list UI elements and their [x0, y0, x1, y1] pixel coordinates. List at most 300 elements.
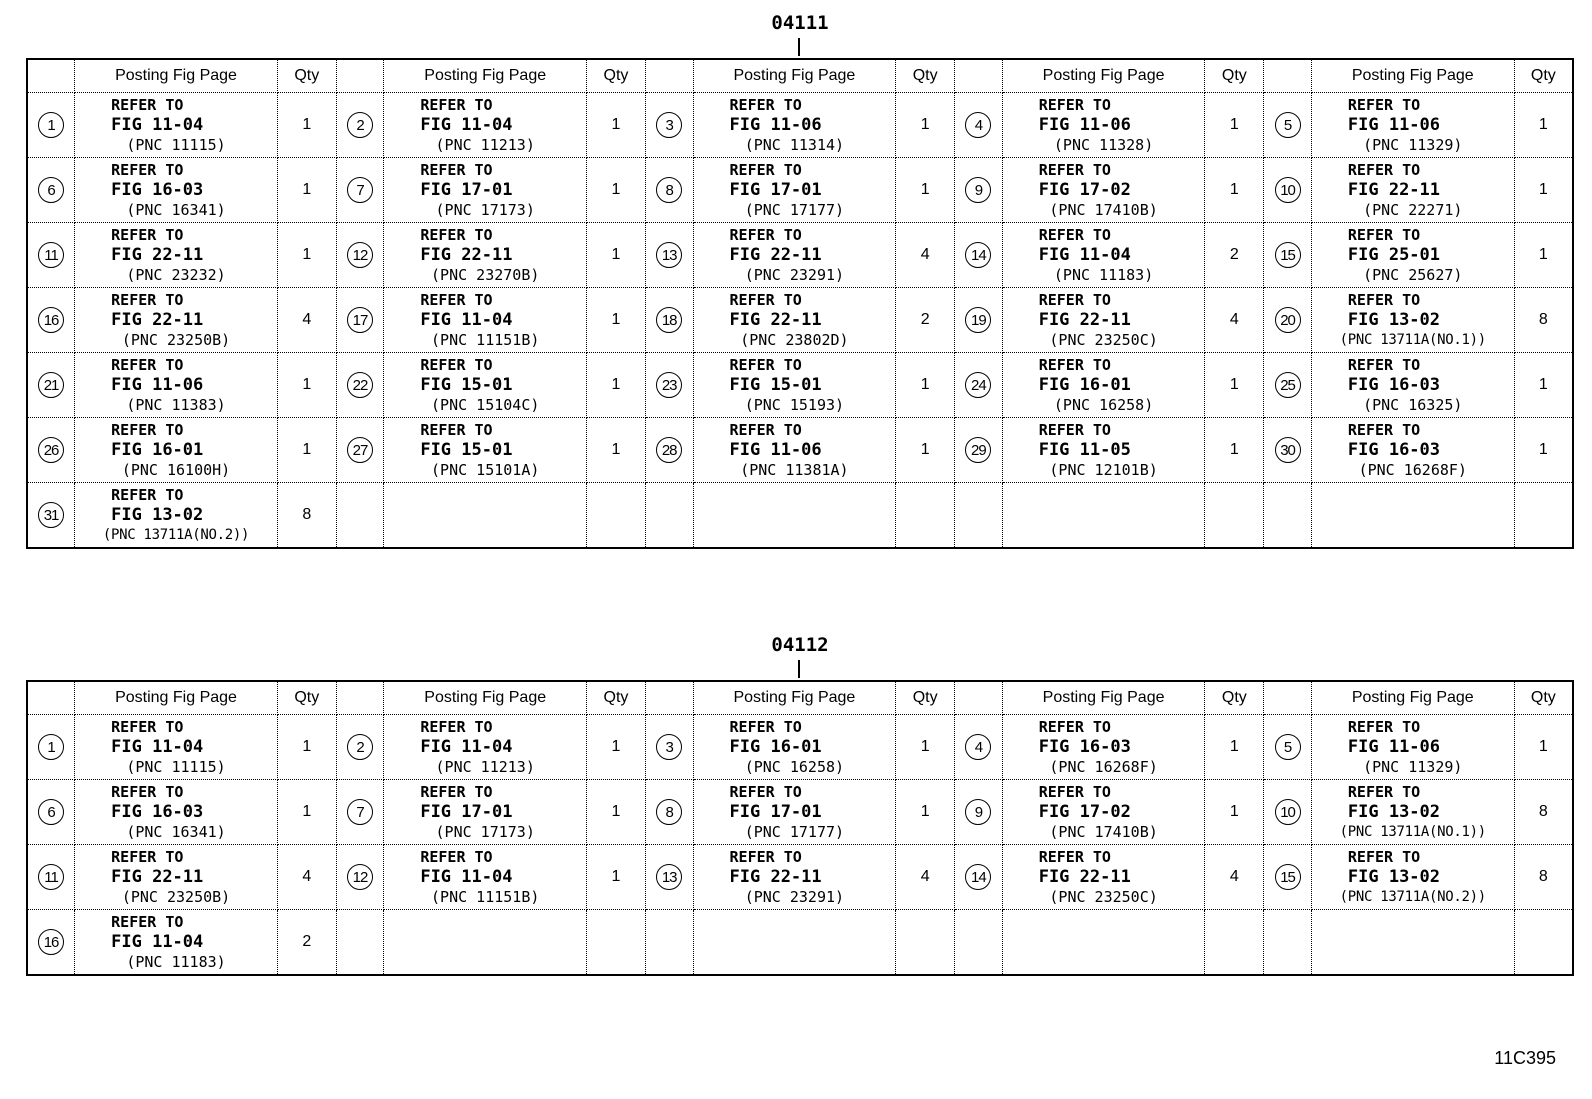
pnc-code: (PNC 15101A)	[431, 461, 540, 479]
pnc-code: (PNC 17173)	[435, 201, 535, 219]
item-number-cell	[645, 845, 693, 910]
header-row	[27, 681, 1573, 715]
pnc-code: (PNC 12101B)	[1049, 461, 1158, 479]
fig-reference	[1312, 847, 1514, 907]
fig-number: FIG 16-03	[111, 180, 204, 200]
fig-reference	[384, 225, 586, 285]
refer-to-label: REFER TO	[111, 486, 184, 504]
refer-to-label: REFER TO	[1038, 96, 1111, 114]
refer-to-label: REFER TO	[729, 718, 802, 736]
qty-cell	[587, 910, 646, 976]
fig-number: FIG 16-01	[729, 737, 822, 757]
fig-reference	[1003, 225, 1205, 285]
header-qty: Qty	[1205, 681, 1264, 715]
refer-to-label: REFER TO	[1038, 421, 1111, 439]
qty-cell: 1	[896, 158, 955, 223]
header-blank	[27, 681, 75, 715]
pnc-code: (PNC 13711A(NO.1))	[1339, 824, 1486, 840]
qty-cell	[896, 483, 955, 549]
fig-reference	[694, 717, 896, 777]
refer-to-label: REFER TO	[1347, 848, 1421, 866]
qty-cell: 4	[277, 845, 336, 910]
header-blank	[336, 681, 384, 715]
refer-to-label: REFER TO	[420, 718, 493, 736]
fig-reference-cell	[1002, 715, 1205, 780]
fig-number: FIG 11-06	[1347, 115, 1441, 135]
item-number-badge: 29	[965, 437, 991, 463]
fig-number: FIG 16-01	[1038, 375, 1131, 395]
qty-cell: 1	[587, 223, 646, 288]
item-number-cell	[336, 845, 384, 910]
fig-reference	[384, 355, 586, 415]
qty-cell: 1	[277, 158, 336, 223]
header-qty: Qty	[896, 59, 955, 93]
fig-reference-cell	[1311, 483, 1514, 549]
fig-reference	[694, 420, 896, 480]
fig-number: FIG 22-11	[1038, 310, 1131, 330]
item-number-cell	[645, 715, 693, 780]
item-number-cell	[336, 483, 384, 549]
refer-to-label: REFER TO	[420, 421, 493, 439]
fig-reference-cell	[1002, 353, 1205, 418]
item-number-cell	[336, 223, 384, 288]
header-blank	[645, 681, 693, 715]
item-number-cell	[645, 418, 693, 483]
item-number-cell	[1264, 715, 1312, 780]
fig-reference-cell	[1002, 158, 1205, 223]
fig-reference-cell	[1002, 845, 1205, 910]
qty-cell: 1	[1514, 158, 1573, 223]
refer-to-label: REFER TO	[1038, 226, 1111, 244]
pnc-code: (PNC 17410B)	[1049, 201, 1158, 219]
refer-to-label: REFER TO	[1038, 848, 1111, 866]
fig-reference-cell	[384, 353, 587, 418]
fig-reference-cell	[75, 288, 278, 353]
qty-cell: 1	[587, 780, 646, 845]
fig-number: FIG 16-03	[1347, 440, 1441, 460]
item-number-badge: 9	[965, 177, 991, 203]
refer-to-label: REFER TO	[1347, 226, 1421, 244]
header-posting-fig-page: Posting Fig Page	[693, 681, 896, 715]
fig-reference-cell	[75, 158, 278, 223]
item-number-cell	[955, 780, 1003, 845]
refer-to-label: REFER TO	[420, 848, 493, 866]
header-posting-fig-page: Posting Fig Page	[1311, 681, 1514, 715]
pnc-code: (PNC 11383)	[126, 396, 226, 414]
qty-cell: 1	[587, 93, 646, 158]
pnc-code: (PNC 11213)	[435, 758, 535, 776]
fig-reference-cell	[75, 483, 278, 549]
fig-number: FIG 22-11	[111, 867, 204, 887]
item-number-badge: 4	[965, 734, 991, 760]
item-number-cell	[27, 845, 75, 910]
fig-reference	[75, 160, 277, 220]
fig-reference-cell	[75, 715, 278, 780]
qty-cell: 1	[587, 288, 646, 353]
fig-number: FIG 11-04	[111, 115, 204, 135]
header-posting-fig-page: Posting Fig Page	[1002, 59, 1205, 93]
pnc-code: (PNC 23270B)	[431, 266, 540, 284]
item-number-cell	[1264, 780, 1312, 845]
item-number-cell	[27, 223, 75, 288]
refer-to-label: REFER TO	[729, 848, 802, 866]
qty-cell: 1	[896, 93, 955, 158]
qty-cell	[1514, 483, 1573, 549]
fig-reference	[384, 290, 586, 350]
fig-reference-cell	[693, 158, 896, 223]
qty-cell: 4	[896, 223, 955, 288]
pnc-code: (PNC 16258)	[1053, 396, 1154, 414]
fig-reference	[75, 95, 277, 155]
pnc-code: (PNC 23232)	[126, 266, 226, 284]
qty-cell: 8	[1514, 780, 1573, 845]
fig-number: FIG 25-01	[1347, 245, 1441, 265]
fig-reference-cell	[693, 845, 896, 910]
table-row	[27, 715, 1573, 780]
fig-reference-cell	[1311, 158, 1514, 223]
item-number-badge: 15	[1275, 864, 1301, 890]
qty-cell: 1	[277, 418, 336, 483]
pnc-code: (PNC 11115)	[126, 758, 226, 776]
table-row	[27, 223, 1573, 288]
qty-cell	[1514, 910, 1573, 976]
refer-to-label: REFER TO	[729, 96, 802, 114]
pnc-code: (PNC 16341)	[126, 823, 226, 841]
qty-cell: 1	[1205, 418, 1264, 483]
fig-reference-cell	[384, 158, 587, 223]
header-posting-fig-page: Posting Fig Page	[1002, 681, 1205, 715]
item-number-badge: 17	[347, 307, 373, 333]
fig-reference-cell	[693, 418, 896, 483]
pnc-code: (PNC 16100H)	[121, 461, 231, 479]
item-number-cell	[27, 483, 75, 549]
item-number-badge: 8	[656, 177, 682, 203]
fig-reference-cell	[384, 715, 587, 780]
qty-cell: 1	[1205, 715, 1264, 780]
refer-to-label: REFER TO	[1347, 356, 1421, 374]
item-number-badge: 14	[965, 242, 991, 268]
fig-reference-cell	[75, 353, 278, 418]
fig-number: FIG 22-11	[1038, 867, 1131, 887]
item-number-cell	[1264, 93, 1312, 158]
fig-number: FIG 13-02	[1347, 310, 1441, 330]
item-number-cell	[645, 288, 693, 353]
fig-reference	[75, 355, 277, 415]
fig-reference-cell	[75, 845, 278, 910]
item-number-badge: 1	[38, 112, 64, 138]
item-number-cell	[336, 353, 384, 418]
fig-reference-cell	[1311, 715, 1514, 780]
fig-number: FIG 17-01	[729, 180, 822, 200]
header-qty: Qty	[587, 681, 646, 715]
item-number-cell	[27, 288, 75, 353]
fig-number: FIG 11-04	[111, 932, 204, 952]
fig-reference-cell	[1311, 910, 1514, 976]
pnc-code: (PNC 11213)	[435, 136, 535, 154]
qty-cell: 1	[1205, 353, 1264, 418]
pnc-code: (PNC 13711A(NO.2))	[1339, 889, 1486, 905]
pnc-code: (PNC 16268F)	[1049, 758, 1158, 776]
item-number-cell	[645, 483, 693, 549]
fig-reference	[1003, 290, 1205, 350]
qty-cell: 1	[587, 353, 646, 418]
header-posting-fig-page: Posting Fig Page	[384, 681, 587, 715]
fig-reference-cell	[1311, 780, 1514, 845]
item-number-cell	[336, 715, 384, 780]
item-number-badge: 6	[38, 177, 64, 203]
fig-reference-cell	[75, 910, 278, 976]
pnc-code: (PNC 23291)	[744, 266, 845, 284]
item-number-badge: 16	[38, 307, 64, 333]
qty-cell: 1	[587, 158, 646, 223]
fig-number: FIG 16-03	[1038, 737, 1131, 757]
fig-number: FIG 22-11	[420, 245, 513, 265]
fig-number: FIG 11-04	[420, 310, 513, 330]
fig-reference	[75, 717, 277, 777]
pnc-code: (PNC 15104C)	[431, 396, 540, 414]
item-number-cell	[336, 158, 384, 223]
section-code: 04111	[771, 12, 829, 34]
fig-number: FIG 11-04	[420, 867, 513, 887]
qty-cell: 2	[896, 288, 955, 353]
fig-number: FIG 11-04	[420, 115, 513, 135]
fig-reference	[1312, 420, 1514, 480]
qty-cell: 4	[896, 845, 955, 910]
fig-reference-cell	[1002, 483, 1205, 549]
qty-cell: 1	[896, 418, 955, 483]
fig-reference-cell	[1311, 353, 1514, 418]
fig-reference	[694, 847, 896, 907]
fig-number: FIG 22-11	[111, 245, 204, 265]
fig-number: FIG 15-01	[420, 375, 513, 395]
fig-reference-cell	[75, 780, 278, 845]
fig-number: FIG 16-01	[111, 440, 204, 460]
table-row	[27, 353, 1573, 418]
item-number-cell	[955, 158, 1003, 223]
item-number-cell	[955, 845, 1003, 910]
fig-reference	[1003, 420, 1205, 480]
item-number-badge: 28	[656, 437, 682, 463]
refer-to-label: REFER TO	[1347, 291, 1421, 309]
item-number-badge: 24	[965, 372, 991, 398]
qty-cell: 1	[277, 780, 336, 845]
leader-line	[798, 38, 800, 56]
qty-cell: 1	[1514, 418, 1573, 483]
item-number-badge: 10	[1275, 799, 1301, 825]
qty-cell: 1	[277, 223, 336, 288]
item-number-cell	[27, 353, 75, 418]
fig-reference	[75, 847, 277, 907]
fig-reference	[384, 420, 586, 480]
fig-reference-cell	[693, 483, 896, 549]
item-number-badge: 16	[38, 929, 64, 955]
fig-reference	[1003, 847, 1205, 907]
table-row	[27, 158, 1573, 223]
pnc-code: (PNC 13711A(NO.1))	[1339, 332, 1486, 348]
item-number-cell	[336, 780, 384, 845]
refer-to-label: REFER TO	[1038, 718, 1111, 736]
item-number-badge: 8	[656, 799, 682, 825]
fig-number: FIG 11-04	[420, 737, 513, 757]
item-number-badge: 12	[347, 242, 373, 268]
item-number-badge: 3	[656, 112, 682, 138]
refer-to-label: REFER TO	[111, 783, 184, 801]
fig-reference	[694, 355, 896, 415]
pnc-code: (PNC 23250C)	[1049, 888, 1158, 906]
pnc-code: (PNC 17177)	[744, 823, 845, 841]
item-number-cell	[27, 910, 75, 976]
header-blank	[27, 59, 75, 93]
item-number-badge: 26	[38, 437, 64, 463]
fig-reference-cell	[693, 780, 896, 845]
item-number-cell	[645, 158, 693, 223]
item-number-badge: 4	[965, 112, 991, 138]
qty-cell	[1205, 483, 1264, 549]
table-row	[27, 483, 1573, 549]
qty-cell: 1	[587, 418, 646, 483]
fig-reference-cell	[693, 715, 896, 780]
pnc-code: (PNC 11183)	[1053, 266, 1154, 284]
fig-number: FIG 22-11	[729, 245, 822, 265]
item-number-badge: 14	[965, 864, 991, 890]
fig-reference	[694, 290, 896, 350]
section-code: 04112	[771, 634, 829, 656]
item-number-badge: 2	[347, 734, 373, 760]
refer-to-label: REFER TO	[729, 161, 802, 179]
item-number-cell	[955, 93, 1003, 158]
fig-reference	[75, 782, 277, 842]
header-posting-fig-page: Posting Fig Page	[75, 59, 278, 93]
pnc-code: (PNC 11328)	[1053, 136, 1154, 154]
refer-to-label: REFER TO	[111, 848, 184, 866]
fig-reference-cell	[693, 353, 896, 418]
item-number-cell	[336, 418, 384, 483]
refer-to-label: REFER TO	[1038, 161, 1111, 179]
fig-reference	[384, 847, 586, 907]
item-number-badge: 5	[1275, 734, 1301, 760]
pnc-code: (PNC 17173)	[435, 823, 535, 841]
qty-cell: 1	[277, 353, 336, 418]
header-posting-fig-page: Posting Fig Page	[693, 59, 896, 93]
item-number-badge: 2	[347, 112, 373, 138]
refer-to-label: REFER TO	[111, 291, 184, 309]
header-blank	[955, 681, 1003, 715]
pnc-code: (PNC 11314)	[744, 136, 845, 154]
fig-reference	[75, 485, 277, 545]
refer-to-label: REFER TO	[420, 96, 493, 114]
fig-reference-cell	[384, 780, 587, 845]
fig-reference	[384, 782, 586, 842]
fig-reference-cell	[384, 418, 587, 483]
fig-reference-cell	[693, 223, 896, 288]
fig-reference	[694, 782, 896, 842]
header-qty: Qty	[277, 59, 336, 93]
fig-reference-cell	[384, 93, 587, 158]
header-blank	[645, 59, 693, 93]
item-number-badge: 30	[1275, 437, 1301, 463]
item-number-badge: 15	[1275, 242, 1301, 268]
fig-number: FIG 13-02	[1347, 867, 1441, 887]
fig-reference-cell	[1311, 288, 1514, 353]
refer-to-label: REFER TO	[111, 226, 184, 244]
item-number-badge: 11	[38, 864, 64, 890]
fig-reference	[1312, 355, 1514, 415]
item-number-cell	[955, 715, 1003, 780]
item-number-badge: 31	[38, 502, 64, 528]
qty-cell: 1	[896, 715, 955, 780]
fig-number: FIG 17-02	[1038, 802, 1131, 822]
header-qty: Qty	[896, 681, 955, 715]
fig-reference	[384, 95, 586, 155]
fig-reference-cell	[1002, 780, 1205, 845]
qty-cell: 8	[277, 483, 336, 549]
qty-cell: 1	[587, 715, 646, 780]
qty-cell: 8	[1514, 845, 1573, 910]
item-number-badge: 6	[38, 799, 64, 825]
refer-to-label: REFER TO	[111, 718, 184, 736]
item-number-cell	[645, 223, 693, 288]
refer-to-label: REFER TO	[729, 356, 802, 374]
refer-to-label: REFER TO	[111, 421, 184, 439]
fig-reference-cell	[1002, 910, 1205, 976]
fig-number: FIG 13-02	[1347, 802, 1441, 822]
pnc-code: (PNC 23250B)	[121, 331, 231, 349]
qty-cell: 1	[277, 93, 336, 158]
item-number-cell	[336, 910, 384, 976]
qty-cell: 1	[1514, 93, 1573, 158]
leader-line	[798, 660, 800, 678]
fig-reference-cell	[1002, 93, 1205, 158]
refer-to-label: REFER TO	[111, 913, 184, 931]
fig-reference-cell	[693, 910, 896, 976]
item-number-cell	[1264, 158, 1312, 223]
refer-to-label: REFER TO	[1347, 421, 1421, 439]
fig-reference-cell	[693, 93, 896, 158]
item-number-badge: 3	[656, 734, 682, 760]
qty-cell: 4	[1205, 288, 1264, 353]
qty-cell: 2	[277, 910, 336, 976]
item-number-cell	[336, 93, 384, 158]
pnc-code: (PNC 23250B)	[121, 888, 231, 906]
item-number-cell	[1264, 418, 1312, 483]
item-number-badge: 21	[38, 372, 64, 398]
qty-cell: 4	[1205, 845, 1264, 910]
fig-reference	[1003, 782, 1205, 842]
header-qty: Qty	[277, 681, 336, 715]
item-number-cell	[27, 780, 75, 845]
item-number-badge: 9	[965, 799, 991, 825]
refer-to-label: REFER TO	[729, 226, 802, 244]
item-number-badge: 7	[347, 799, 373, 825]
item-number-cell	[27, 93, 75, 158]
fig-reference	[1003, 95, 1205, 155]
table-row	[27, 845, 1573, 910]
fig-reference	[694, 160, 896, 220]
fig-reference	[75, 290, 277, 350]
parts-table	[26, 680, 1574, 976]
fig-reference-cell	[75, 93, 278, 158]
pnc-code: (PNC 11329)	[1363, 136, 1463, 154]
qty-cell: 4	[277, 288, 336, 353]
item-number-cell	[1264, 483, 1312, 549]
item-number-badge: 18	[656, 307, 682, 333]
fig-number: FIG 11-06	[111, 375, 204, 395]
refer-to-label: REFER TO	[1038, 356, 1111, 374]
table-row	[27, 910, 1573, 976]
fig-reference	[384, 717, 586, 777]
fig-number: FIG 17-02	[1038, 180, 1131, 200]
item-number-cell	[645, 93, 693, 158]
